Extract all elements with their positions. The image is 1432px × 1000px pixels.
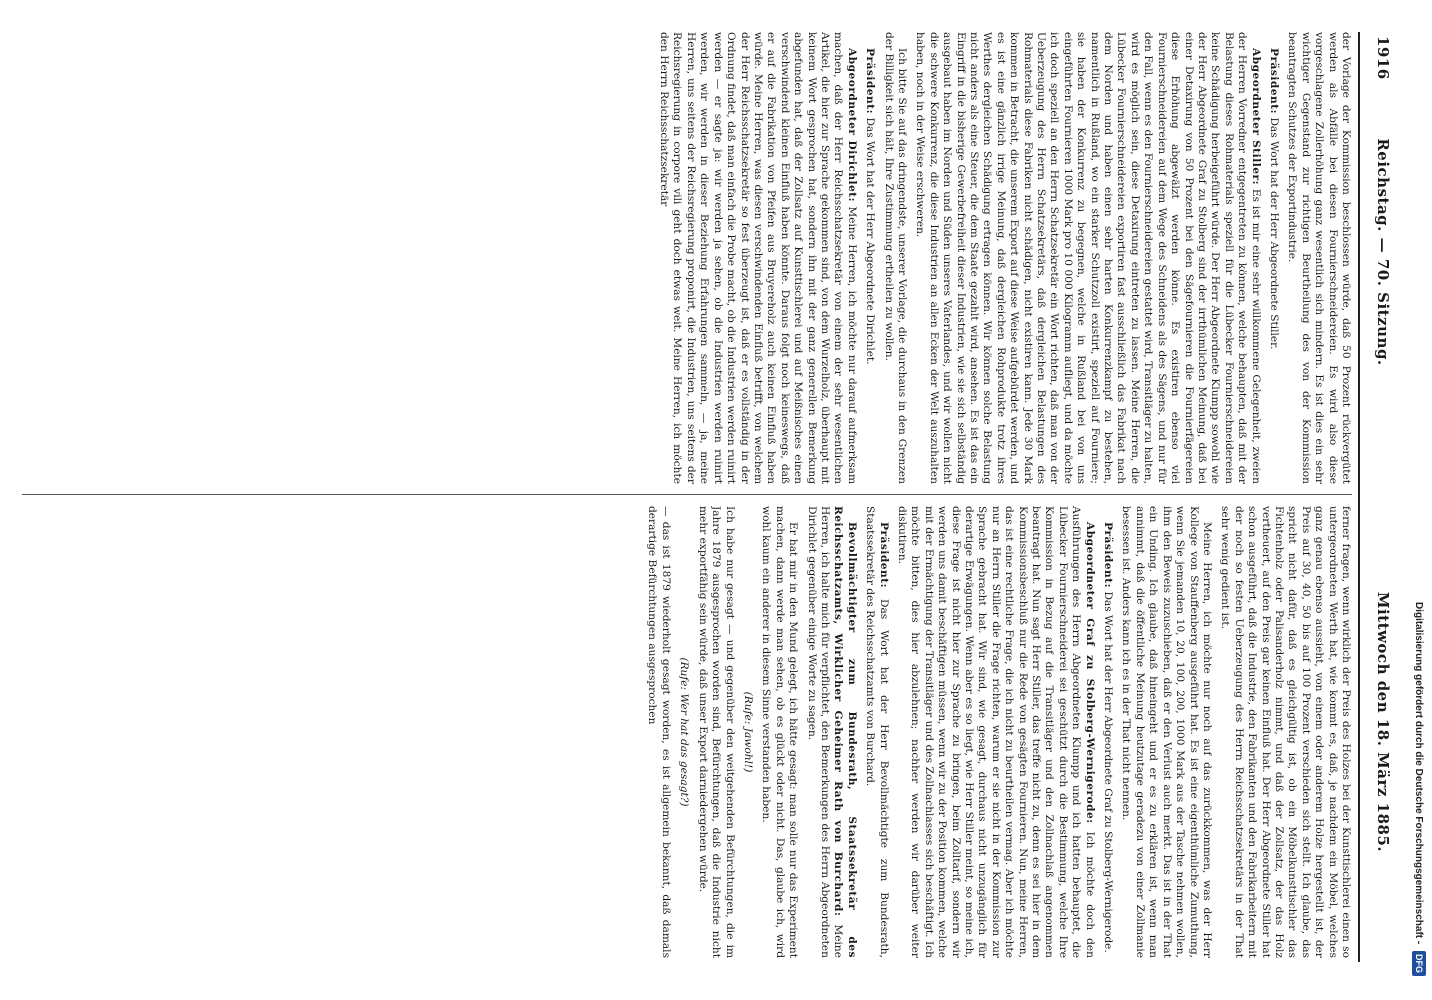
speech-text: Ich möchte doch den Ausführungen des Herrn Abgeordneten Klumpp und ich hatten behauptet, die Lübecker Fournierschneiderei sei geschützt durch die Bestimmung, welche Ihre Kommission in Bezug auf die Transitläger und den Zollnachlaß angenommen beantragt hat. Nun sagt Herr Stiller, das treffe nicht zu, denn es sei hier in dem Kommissionsbeschluß nur die Rede von gesägten Fournieren. Nun, meine Herren, das ist eine rechtliche Frage, die ich nicht zu beurtheilen vermag. Aber ich möchte nur an Herrn Stiller die Frage richten, warum er sie nicht in der Kommission zur Sprache gebracht hat. Wir sind, wie gesagt, durchaus nicht unzugänglich für derartige Erwägungen. Wenn aber es so liegt, wie Herr Stiller meint, so meine ich, diese Frage ist nicht hier zur Sprache zu bringen, beim Zolltarif, sondern wir werden uns damit beschäftigen müssen, wenn wir zu der Position kommen, welche mit der Ermächtigung der Transitläger und des Zollnachlasses sich beschäftigt. Ich möchte bitten, dies hier abzulehnen; nachher werden wir darüber weiter diskutiren. xyxy=(896,506,1096,958)
speaker-name: Präsident: xyxy=(864,48,877,115)
president-line xyxy=(1267,32,1280,484)
president-line xyxy=(863,32,876,484)
speaker-name: Präsident: xyxy=(1267,48,1280,115)
speech-paragraph xyxy=(895,506,1096,958)
interjection: (Rufe: Wer hat das gesagt?) xyxy=(678,657,691,807)
speaker-name: Abgeordneter Stiller: xyxy=(1249,48,1262,185)
digitization-notice xyxy=(1404,36,1426,976)
text-paragraph: Ich habe nur gesagt — und gegenüber den weitgehenden Befürchtungen, die im Jahre 1879 ausgesprochen worden sind, Befürchtungen, daß die Industrie nicht mehr exportfähig sein würde, daß unser Export darniedergehen würde. xyxy=(696,506,736,958)
header-left-title: Reichstag. — 70. Sitzung. xyxy=(1374,138,1392,366)
text-paragraph: Meine Herren, ich möchte nur noch auf das zurückkommen, was der Herr Kollege von Stauffenberg ausgeführt hat. Es ist eine eigenthümliche Zumuthung, wenn Sie jemanden 10, 20, 100, 200, 1000 Mark aus der Tasche nehmen wollen, ihm den Beweis zuzuschieben, daß er den Verlust auch merkt. Das ist in der That ein Unding. Ich glaube, daß hineingeht und er es zu erklären ist, wenn man annimmt, daß die öffentliche Meinung heutzutage geradezu von einer Zollmanie besessen ist. Anders kann ich es in der That nicht nennen. xyxy=(1120,506,1213,958)
interjection: (Rufe: Jawohl!) xyxy=(741,691,754,773)
president-line xyxy=(1101,506,1114,958)
header-right-title: Mittwoch den 18. März 1885. xyxy=(1374,591,1392,853)
footer-sidebar xyxy=(1404,36,1426,976)
text-paragraph: Ich bitte Sie auf das dringendste, unserer Vorlage, die durchaus in den Grenzen der Billigkeit sich hält, Ihre Zustimmung ertheilen zu wollen. xyxy=(882,32,908,484)
speech-text: Das Wort hat der Herr Abgeordnete Dirichlet. xyxy=(864,117,877,365)
speaker-name: Präsident: xyxy=(877,522,890,589)
rotated-page-content xyxy=(6,32,1396,962)
speech-paragraph xyxy=(657,32,858,484)
speaker-name: Bevollmächtigter zum Bundesrath, Staatssekretär des Reichsschatzamts, Wirklicher Geheimer Rath von Burchard: xyxy=(832,506,858,958)
speech-paragraph xyxy=(913,32,1262,484)
speech-text: Das Wort hat der Herr Abgeordnete Graf zu Stolberg-Wernigerode. xyxy=(1102,591,1115,953)
president-line xyxy=(863,506,890,958)
page-header xyxy=(1364,32,1392,962)
text-paragraph: der Vorlage der Kommission beschlossen würde, daß 50 Prozent rückvergütet werden als Abfälle bei diesen Fournierschneidereien. Es wird also diese vorgeschlagene Zollerhöhung ganz wesentlich sich mindern. Es ist dies ein sehr wichtiger Gegenstand zur richtigen Beurtheilung des von der Kommission beantragten Schutzes der Exportindustrie. xyxy=(1286,32,1352,484)
speech-text: Es ist mir eine sehr willkommene Gelegenheit, zweien der Herren Vorredner entgegentreten zu können, welche behaupten, daß mit der Belastung dieses Rohmaterials speziell für die Lübecker Fournierschneidereien keine Schädigung herbeigeführt würde. Der Herr Abgeordnete Klumpp sowohl wie der Herr Abgeordnete Graf zu Stolberg sind der irrthümlichen Meinung, daß bei einer Detaxirung von 50 Prozent bei den Sägefournieren die Fournierfägereien diese Erhöhung abgewälzt werden könne. Es existiren ebenso viel Fournierschneidereien auf dem Wege des Schneidens als des Sägens, und nur für den Fall, wenn es den Fournierschneidereien gestattet wird, Transitläger zu halten, wird es möglich sein, diese Detaxirung eintreten zu lassen. Meine Herren, die Lübecker Fournierschneidereien exportiren fast ausschließlich das Fabrikat nach dem Norden und haben einen sehr harten Konkurrenzkampf zu bestehen, namentlich in Rußland, wo ein starker Schutzzoll existirt, speziell auf Fourniere; sie haben der Konkurrenz zu begegnen, welche in Rußland bei von uns eingeführten Fournieren 1000 Mark pro 10 000 Kilogramm aufliegt, und da möchte ich doch speziell an den Herrn Schatzsekretär ein Wort richten, daß man von der Ueberzeugung des Herrn Schatzsekretärs, daß dergleichen Belastungen des Rohmaterials diese Fabriken nicht schädigen, nicht existiren kann. Jede 30 Mark kommen in Betracht, die unserem Export auf diese Weise aufgebürdet werden, und es ist eine gänzlich irrige Meinung, daß dergleichen Rohprodukte trotz ihres Werthes dergleichen Schädigung ertragen können. Wir können solche Belastung nicht anders als eine Steuer, die dem Staate gezahlt wird, ansehen. Es ist das ein Eingriff in die bisherige Gewerbefreiheit dieser Industrien, wie sie sich selbständig ausgebaut haben im Norden und Süden unseres Vaterlandes, und wir wollen nicht die schwere Konkurrenz, die diese Industrien an allen Ecken der Welt auszuhalten haben, noch in der Weise erschweren. xyxy=(914,32,1262,484)
dfg-logo: DFG xyxy=(1412,951,1426,976)
speaker-name: Abgeordneter Dirichlet: xyxy=(845,48,858,203)
speech-text: Meine Herren, ich möchte nur darauf aufmerksam machen, daß der Herr Reichsschatzsekretär von einem der sehr wesentlichen Artikel, die hier zur Sprache gekommen sind, von dem Wurzelholz, überhaupt mit keinem Wort gesprochen hat, sondern ihn mit der ganz generellen Bemerkung abgefunden hat, daß der Zollsatz auf Kunsttischlerei und auf Meißnisches einen verschwindend kleinen Einfluß haben könnte. Daraus folgt noch keineswegs, daß er auf die Fabrikation von Pfeifen aus Bruyereholz auch keinen Einfluß haben würde. Meine Herren, was diesen verschwindenden Einfluß betrifft, von welchem der Herr Reichsschatzsekretär so fest überzeugt ist, daß er es vollständig in der Ordnung findet, daß man einfach die Probe macht, ob die Industrien werden ruinirt werden — er sagte ja: wir werden ja sehen, ob die Industrien werden ruinirt werden, wir werden in dieser Beziehung Erfahrungen sammeln, — ja, meine Herren, uns seitens der Reichsregierung proponirt, die Industrien, uns seitens der Reichsregierung in corpore vili geht doch etwas weit. Meine Herren, ich möchte den Herrn Reichsschatzsekretär xyxy=(658,32,858,484)
left-column xyxy=(652,32,1352,484)
speech-text: Meine Herren, ich halte mich für verpflichtet, den Bemerkungen des Herrn Abgeordneten Dirichlet gegenüber einige Worte zu sagen. xyxy=(805,506,845,958)
text-paragraph: Er hat mir in den Mund gelegt, ich hätte gesagt: man solle nur das Experiment machen, dann werde man sehen, ob es glückt oder nicht. Das, glaube ich, wird wohl kaum ein anderer in diesem Sinne verstanden haben. xyxy=(760,506,800,958)
header-rule xyxy=(1358,32,1360,962)
speaker-name: Abgeordneter Graf zu Stolberg-Wernigerode: xyxy=(1083,522,1096,824)
digitization-text: Digitalisierung gefördert durch die Deutsche Forschungsgemeinschaft - xyxy=(1413,601,1424,945)
text-paragraph: ferner fragen, wenn wirklich der Preis des Holzes bei der Kunsttischlerei einen so untergeordneten Werth hat, wie kommt es, daß, je nachdem ein Möbel, welches ganz genau ebenso aussieht, von einem oder anderem Holze hergestellt ist, der Preis auf 30, 40, 50 bis auf 100 Prozent verschieden sich stellt. Ich glaube, das spricht nicht dafür, daß es gleichgültig ist, ob ein Möbelkunsttischler das Fichtenholz oder Palisanderholz nimmt, und daß der Zollsatz, der das Holz vertheuert, auf den Preis gar keinen Einfluß hat. Der Herr Abgeordnete Stiller hat schon ausgeführt, daß die Industrie, den Fabrikanten und den Fabrikarbeitern mit der noch so festen Ueberzeugung des Herrn Reichsschatzsekretärs in der That sehr wenig gedient ist. xyxy=(1219,506,1352,958)
column-divider xyxy=(22,494,1352,495)
text-paragraph: — das ist 1879 wiederholt gesagt worden, es ist allgemein bekannt, daß damals derartige Befürchtungen ausgesprochen xyxy=(646,506,672,958)
speech-paragraph xyxy=(804,506,858,958)
speaker-name: Präsident: xyxy=(1102,522,1115,589)
page-number: 1916 xyxy=(1374,36,1392,80)
speech-text: Das Wort hat der Herr Abgeordnete Stiller. xyxy=(1267,117,1280,350)
right-column xyxy=(640,506,1352,958)
speech-text: Das Wort hat der Herr Bevollmächtigte zum Bundesrath, Staatssekretär des Reichsschatzamts von Burchard. xyxy=(864,506,890,958)
